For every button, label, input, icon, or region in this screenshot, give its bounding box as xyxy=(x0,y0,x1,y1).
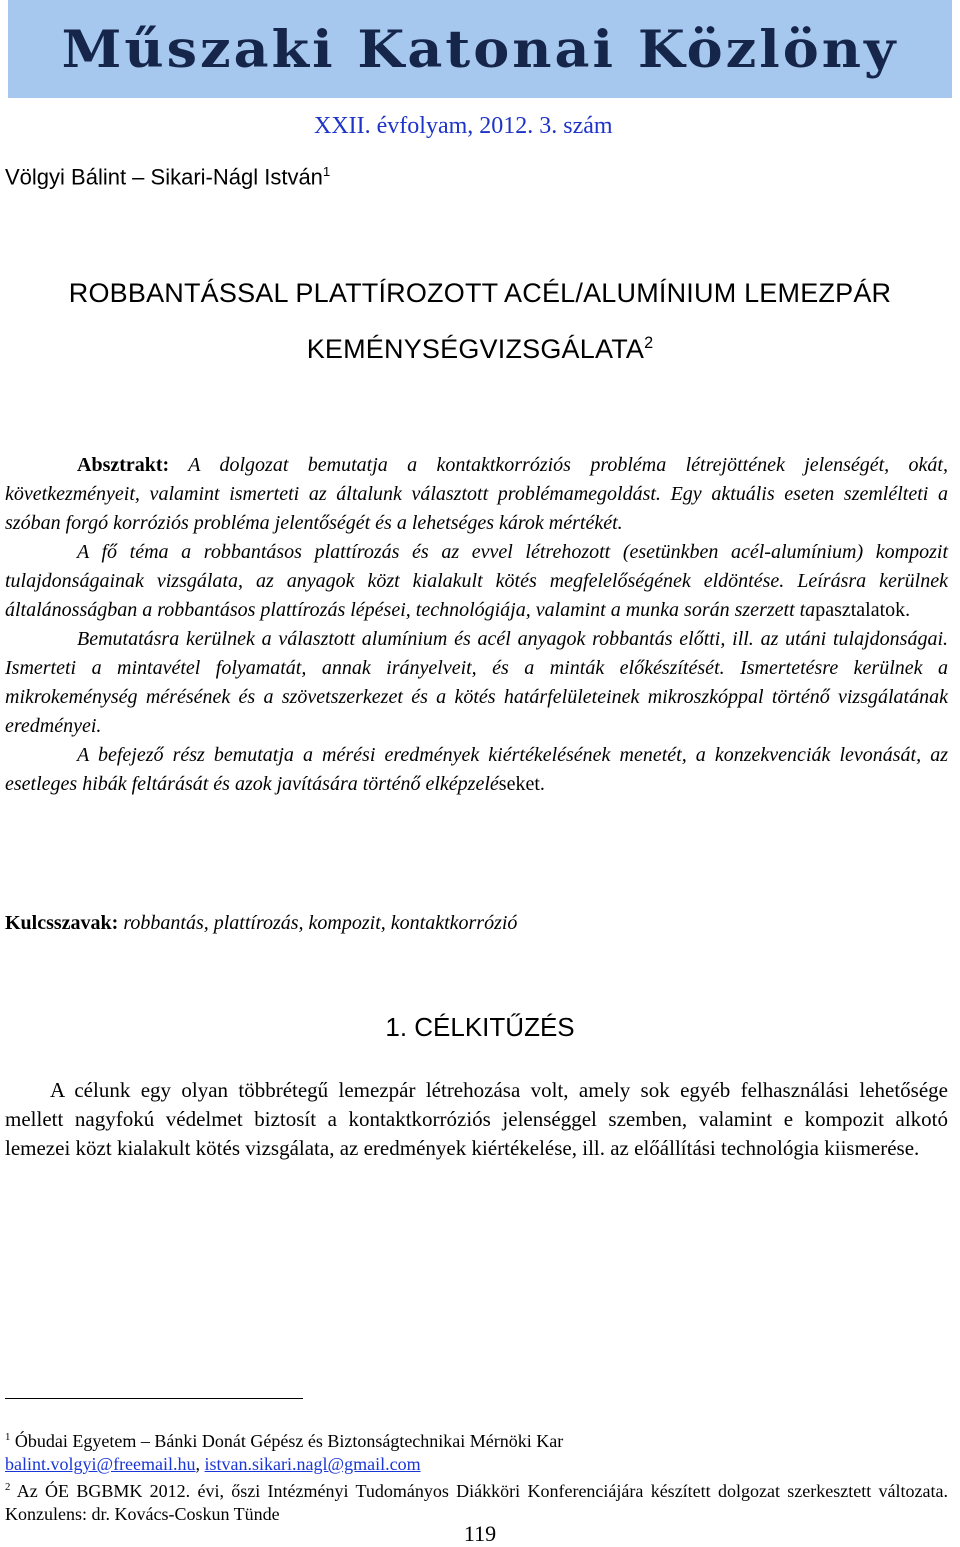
title-line-1: ROBBANTÁSSAL PLATTÍROZOTT ACÉL/ALUMÍNIUM LEMEZPÁR xyxy=(68,278,892,308)
footnote-2: $^2$ Az ÓE BGBMK 2012. évi, őszi Intézményi Tudományos Diákköri Konferenciájára készített dolgozat szerkesztett változata. Konzulens: dr. Kovács-Coskun Tünde xyxy=(5,1481,948,1524)
footnotes xyxy=(5,1426,948,1526)
author-names: Völgyi Bálint – Sikari-Nágl István xyxy=(5,164,323,190)
abstract-p4: A befejező rész bemutatja a mérési eredmények kiértékelésének menetét, a konzekvenciák levonását, az esetleges hibák feltárását és azok javítására történő elképzeléseket. xyxy=(5,744,948,795)
page-number: 119 xyxy=(463,1521,497,1546)
author-footnote-mark: 1 xyxy=(322,164,331,179)
keywords-value: robbantás, plattírozás, kompozit, kontaktkorrózió xyxy=(118,912,518,934)
abstract-p1: Absztrakt: A dolgozat bemutatja a kontaktkorróziós probléma létrejöttének jelenségét, okát, következményeit, valamint ismerteti az általunk választott problémamegoldást. Egy aktuális eseten szemlélteti a szóban forgó korróziós probléma jelentőségét és a lehetséges károk mértékét. xyxy=(5,454,948,534)
keywords-label: Kulcsszavak: xyxy=(5,912,119,934)
email-link-2[interactable]: istvan.sikari.nagl@gmail.com xyxy=(204,1454,421,1474)
footnote-emails: balint.volgyi@freemail.hu, istvan.sikari.nagl@gmail.com xyxy=(5,1454,421,1474)
abstract-p3: Bemutatásra kerülnek a választott alumínium és acél anyagok robbantás előtti, ill. az utáni tulajdonságai. Ismerteti a mintavétel folyamatát, annak irányelveit, és a minták előkészítését. Ismertetésre kerülnek a mikrokeménység mérésének és a szövetszerkezet és a kötés határfelületeinek mikroszkóppal történő vizsgálatának eredményei. xyxy=(5,628,948,737)
footnote-1: $^1$ Óbudai Egyetem – Bánki Donát Gépész és Biztonságtechnikai Mérnöki Kar xyxy=(5,1431,564,1451)
issue-line: XXII. évfolyam, 2012. 3. szám xyxy=(314,113,613,139)
title-line-2: KEMÉNYSÉGVIZSGÁLATA$^2$ xyxy=(306,334,654,364)
journal-logo-text: Műszaki Katonai Közlöny xyxy=(61,18,899,80)
keywords xyxy=(5,912,948,935)
abstract-label: Absztrakt: xyxy=(77,454,170,476)
section-heading: 1. CÉLKITŰZÉS xyxy=(385,1012,575,1042)
abstract-p2: A fő téma a robbantásos plattírozás és az evvel létrehozott (esetünkben acél-alumínium) kompozit tulajdonságainak vizsgálata, az anyagok közt kialakult kötés megfelelőségének eldöntése. Leírásra kerülnek általánosságban a robbantásos plattírozás lépései, technológiája, valamint a munka során szerzett tapasztalatok. xyxy=(5,541,948,621)
authors xyxy=(5,164,330,190)
abstract xyxy=(5,451,948,799)
footnote-divider xyxy=(5,1398,303,1399)
title-footnote-mark: 2 xyxy=(644,334,654,352)
body-paragraph: A célunk egy olyan többrétegű lemezpár létrehozása volt, amely sok egyéb felhasználási lehetősége mellett nagyfokú védelmet biztosít a kontaktkorróziós jelenséggel szemben, valamint e kompozit alkotó lemezei közt kialakult kötés vizsgálata, az eredmények kiértékelése, ill. az előállítási technológia kiismerése. xyxy=(5,1078,948,1160)
email-link-1[interactable]: balint.volgyi@freemail.hu xyxy=(5,1454,196,1474)
journal-banner xyxy=(8,0,952,98)
paper-title xyxy=(0,268,960,374)
